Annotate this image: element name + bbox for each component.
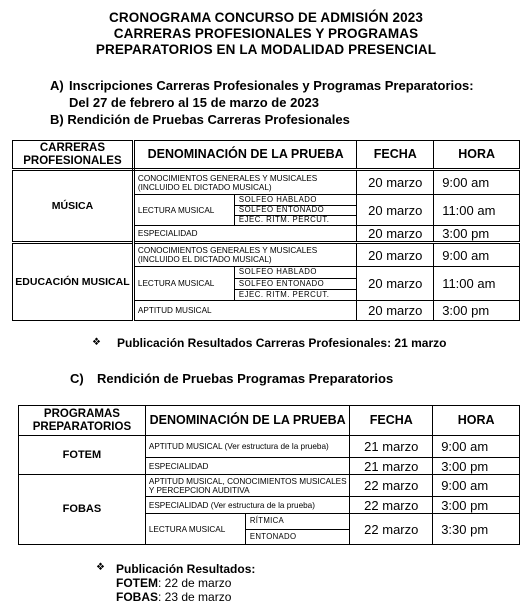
test-date: 21 marzo xyxy=(350,436,433,458)
test-date: 20 marzo xyxy=(357,301,434,321)
test-date: 20 marzo xyxy=(357,226,434,243)
test-time: 3:30 pm xyxy=(433,514,520,545)
results-fotem-date: : 22 de marzo xyxy=(158,576,232,590)
header-time: HORA xyxy=(433,406,520,436)
subtest: SOLFEO ENTONADO xyxy=(234,278,356,289)
test-name: CONOCIMIENTOS GENERALES Y MUSICALES (INCLUIDO EL DICTADO MUSICAL) xyxy=(133,243,356,267)
test-name: ESPECIALIDAD xyxy=(133,226,356,243)
test-time: 3:00 pm xyxy=(434,226,520,243)
title-line-2: CARRERAS PROFESIONALES Y PROGRAMAS xyxy=(113,26,419,41)
diamond-bullet-icon: ❖ xyxy=(92,337,101,348)
test-time: 3:00 pm xyxy=(433,458,520,475)
title-line-1: CRONOGRAMA CONCURSO DE ADMISIÓN 2023 xyxy=(109,10,423,25)
section-b-title: B) Rendición de Pruebas Carreras Profesionales xyxy=(50,112,350,127)
section-c-text: Rendición de Pruebas Programas Preparatorios xyxy=(97,371,394,386)
test-time: 9:00 am xyxy=(433,475,520,497)
results-fotem-label: FOTEM xyxy=(116,576,158,590)
test-name: LECTURA MUSICAL xyxy=(137,279,215,288)
test-date: 20 marzo xyxy=(357,267,434,301)
header-date: FECHA xyxy=(357,141,434,170)
test-name: LECTURA MUSICAL xyxy=(148,524,226,534)
test-date: 22 marzo xyxy=(350,514,433,545)
results-fobas xyxy=(116,590,231,604)
subtest: SOLFEO HABLADO xyxy=(234,267,356,278)
test-date: 22 marzo xyxy=(350,475,433,497)
header-career: CARRERAS PROFESIONALES xyxy=(13,141,134,170)
test-date: 20 marzo xyxy=(357,243,434,267)
header-test: DENOMINACIÓN DE LA PRUEBA xyxy=(145,406,350,436)
test-time: 11:00 am xyxy=(434,267,520,301)
test-time: 9:00 am xyxy=(434,243,520,267)
test-name: LECTURA MUSICAL xyxy=(137,205,215,215)
results-fobas-label: FOBAS xyxy=(116,590,158,604)
subtest: SOLFEO HABLADO xyxy=(234,195,356,205)
subtest: ENTONADO xyxy=(245,529,349,544)
diamond-bullet-icon: ❖ xyxy=(96,562,105,573)
test-name: APTITUD MUSICAL (Ver estructura de la prueba) xyxy=(145,436,350,458)
header-program: PROGRAMAS PREPARATORIOS xyxy=(19,406,146,436)
program-fobas: FOBAS xyxy=(19,475,146,545)
subtest: SOLFEO ENTONADO xyxy=(234,205,356,215)
results-careers-text: Publicación Resultados Carreras Profesionales: 21 marzo xyxy=(117,336,447,350)
test-date: 20 marzo xyxy=(357,195,434,226)
test-lectura-cell xyxy=(133,195,356,226)
test-name: APTITUD MUSICAL, CONOCIMIENTOS MUSICALES Y PERCEPCION AUDITIVA xyxy=(145,475,350,497)
test-lectura-cell xyxy=(145,514,350,545)
section-a-text: Inscripciones Carreras Profesionales y Programas Preparatorios: xyxy=(69,78,474,93)
careers-schedule-table xyxy=(12,140,520,321)
test-date: 21 marzo xyxy=(350,458,433,475)
test-name: ESPECIALIDAD (Ver estructura de la prueba) xyxy=(145,497,350,514)
test-date: 20 marzo xyxy=(357,170,434,195)
test-time: 3:00 pm xyxy=(433,497,520,514)
section-a-dates: Del 27 de febrero al 15 de marzo de 2023 xyxy=(69,95,320,110)
header-test: DENOMINACIÓN DE LA PRUEBA xyxy=(133,141,356,170)
career-educacion-musical: EDUCACIÓN MUSICAL xyxy=(13,243,134,321)
test-time: 3:00 pm xyxy=(434,301,520,321)
subtest: EJEC. RITM. PERCUT. xyxy=(234,289,356,300)
test-time: 9:00 am xyxy=(433,436,520,458)
test-name: APTITUD MUSICAL xyxy=(133,301,356,321)
test-time: 11:00 am xyxy=(434,195,520,226)
test-name: ESPECIALIDAD xyxy=(145,458,350,475)
results-fotem xyxy=(116,576,231,590)
section-c-label: C) xyxy=(70,371,84,386)
program-fotem: FOTEM xyxy=(19,436,146,475)
subtest: RÍTMICA xyxy=(245,514,349,529)
results-programs-title: Publicación Resultados: xyxy=(116,562,256,576)
test-date: 22 marzo xyxy=(350,497,433,514)
section-a-label: A) xyxy=(50,78,64,93)
test-name: CONOCIMIENTOS GENERALES Y MUSICALES (INCLUIDO EL DICTADO MUSICAL) xyxy=(133,170,356,195)
test-lectura-cell xyxy=(133,267,356,301)
results-fobas-date: : 23 de marzo xyxy=(158,590,232,604)
header-time: HORA xyxy=(434,141,520,170)
career-musica: MÚSICA xyxy=(13,170,134,243)
header-date: FECHA xyxy=(350,406,433,436)
title-line-3: PREPARATORIOS EN LA MODALIDAD PRESENCIAL xyxy=(95,42,437,57)
programs-schedule-table xyxy=(18,405,520,545)
subtest: EJEC. RITM. PERCUT. xyxy=(234,215,356,225)
test-time: 9:00 am xyxy=(434,170,520,195)
